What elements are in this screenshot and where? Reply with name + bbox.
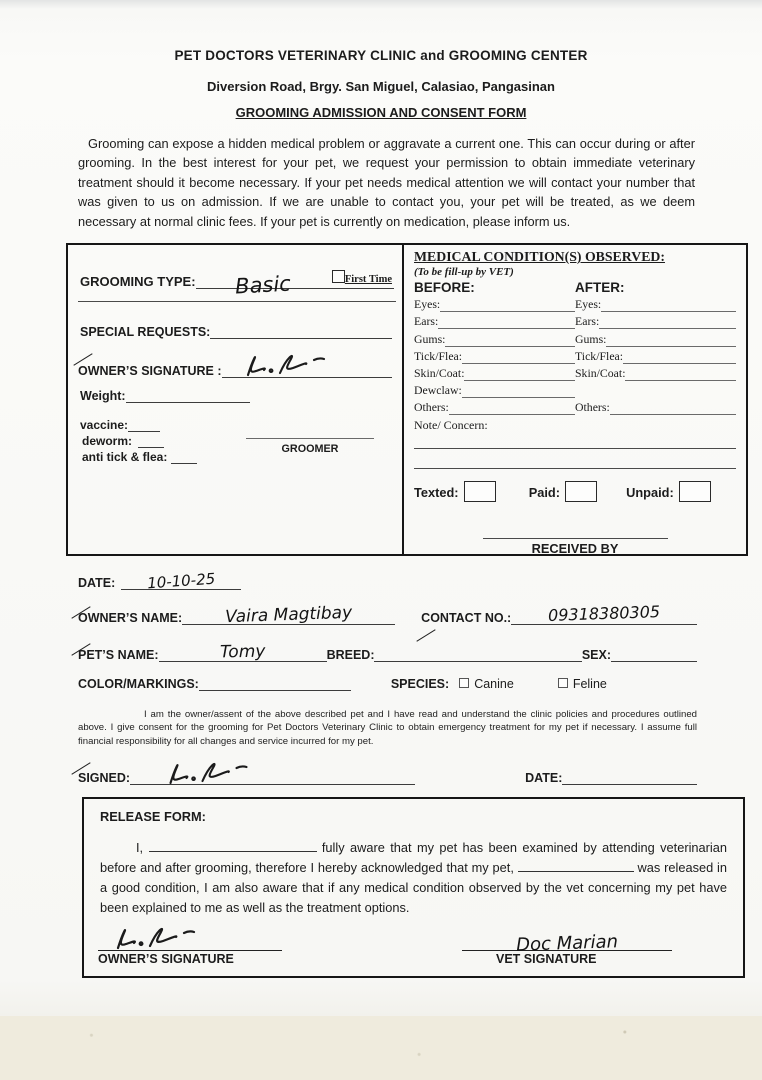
owners-name-value: Vaira Magtibay bbox=[224, 602, 353, 628]
weight-line[interactable] bbox=[126, 387, 250, 403]
medical-row bbox=[414, 312, 736, 329]
grooming-admission-box bbox=[66, 243, 748, 556]
release-text: I, bbox=[136, 840, 144, 855]
feline-checkbox[interactable] bbox=[558, 678, 568, 688]
grooming-details-column bbox=[68, 245, 404, 554]
field-line[interactable] bbox=[610, 400, 736, 415]
note-line[interactable] bbox=[414, 448, 736, 449]
release-text: fully aware that my pet has been examined by attending veterinarian before and after grooming, therefore I hereby acknowledged that my pet, bbox=[100, 840, 727, 875]
groomer-label: GROOMER bbox=[281, 443, 339, 455]
first-time-label: First Time bbox=[344, 274, 392, 285]
field-line[interactable] bbox=[606, 332, 736, 347]
field-line[interactable] bbox=[438, 314, 575, 329]
breed-label: BREED: bbox=[326, 648, 375, 662]
paid-checkbox[interactable] bbox=[565, 481, 597, 502]
medical-conditions-column bbox=[404, 245, 746, 557]
weight-label: Weight: bbox=[80, 389, 126, 403]
field-label: Ears: bbox=[575, 314, 600, 329]
intro-paragraph: Grooming can expose a hidden medical problem or aggravate a current one. This can occur during or after grooming. In the best interest for your pet, we request your permission to obtain immediate veterinary treatment should it become necessary. If your pet needs medical attention we will contact your number that was given to us on admission. If we are unable to contact you, your pet will be treated, as we deem necessary at normal clinic fees. If your pet is currently on medication, please inform us. bbox=[78, 136, 695, 229]
owner-signature-label: OWNER’S SIGNATURE bbox=[98, 952, 234, 966]
received-by-line[interactable] bbox=[483, 538, 668, 539]
pets-name-line[interactable] bbox=[159, 639, 327, 662]
clinic-address: Diversion Road, Brgy. San Miguel, Calasiao, Pangasinan bbox=[207, 79, 555, 94]
feline-label: Feline bbox=[572, 677, 607, 691]
date-line[interactable] bbox=[121, 569, 241, 593]
species-label: SPECIES: bbox=[390, 677, 450, 691]
form-title: GROOMING ADMISSION AND CONSENT FORM bbox=[235, 105, 527, 120]
medical-subtitle: (To be fill-up by VET) bbox=[414, 266, 514, 278]
pet-row bbox=[78, 639, 697, 662]
owners-signature-line[interactable] bbox=[222, 351, 392, 378]
signed-label: SIGNED: bbox=[78, 771, 131, 785]
field-label: Gums: bbox=[414, 331, 446, 346]
blank-line[interactable] bbox=[518, 859, 634, 872]
clinic-name: PET DOCTORS VETERINARY CLINIC and GROOMING CENTER bbox=[174, 48, 588, 63]
vaccine-line[interactable] bbox=[128, 416, 160, 432]
field-line[interactable] bbox=[449, 400, 575, 415]
anti-tick-flea-line[interactable] bbox=[171, 448, 197, 464]
owner-signature-scribble bbox=[240, 350, 340, 380]
date-row bbox=[78, 569, 338, 593]
field-label: Dewclaw: bbox=[414, 383, 462, 398]
vet-signature-label: VET SIGNATURE bbox=[496, 952, 597, 966]
date-value: 10-10-25 bbox=[146, 569, 216, 593]
pets-name-label: PET’S NAME: bbox=[78, 648, 159, 662]
consent-paragraph: I am the owner/assent of the above described pet and I have read and understand the clinic policies and procedures outlined above. I give consent for the grooming for Pet Doctors Veterinary Clinic to obtain emergency treatment for my pet if necessary. I assume full financial responsibility for all changes and service incurred for my pet. bbox=[78, 709, 697, 747]
owner-signature-scribble bbox=[160, 758, 265, 788]
received-by-label: RECEIVED BY bbox=[531, 541, 619, 557]
signed-row bbox=[78, 758, 697, 785]
medical-row bbox=[414, 329, 736, 346]
field-line[interactable] bbox=[462, 383, 575, 398]
field-label: Gums: bbox=[575, 331, 607, 346]
field-line[interactable] bbox=[464, 366, 575, 381]
release-form-box bbox=[82, 797, 745, 978]
field-label: Skin/Coat: bbox=[575, 365, 626, 380]
vet-signature-block bbox=[462, 929, 672, 966]
medical-row bbox=[414, 347, 736, 364]
field-label: Eyes: bbox=[414, 297, 441, 312]
medical-title: MEDICAL CONDITION(S) OBSERVED: bbox=[414, 249, 665, 264]
owners-name-line[interactable] bbox=[182, 602, 395, 628]
breed-line[interactable] bbox=[374, 646, 581, 662]
scanner-bed bbox=[0, 1016, 762, 1080]
texted-checkbox[interactable] bbox=[464, 481, 496, 502]
medical-row bbox=[414, 398, 736, 415]
medical-row bbox=[414, 381, 736, 398]
field-line[interactable] bbox=[625, 366, 736, 381]
field-line[interactable] bbox=[440, 297, 575, 312]
release-paragraph bbox=[100, 838, 727, 918]
owner-signature-scribble bbox=[110, 922, 210, 954]
color-markings-line[interactable] bbox=[199, 675, 351, 691]
field-label: Eyes: bbox=[575, 297, 602, 312]
special-requests-label: SPECIAL REQUESTS: bbox=[80, 325, 211, 339]
texted-label: Texted: bbox=[414, 485, 459, 501]
grooming-type-value: Basic bbox=[234, 271, 292, 299]
field-line[interactable] bbox=[623, 349, 736, 364]
unpaid-checkbox[interactable] bbox=[679, 481, 711, 502]
vet-signature-value: Doc Marian bbox=[515, 931, 619, 956]
paid-label: Paid: bbox=[528, 485, 560, 501]
after-label: AFTER: bbox=[575, 280, 625, 295]
field-line[interactable] bbox=[601, 297, 736, 312]
contact-no-line[interactable] bbox=[511, 602, 697, 625]
field-label: Skin/Coat: bbox=[414, 365, 465, 380]
anti-tick-flea-label: anti tick & flea: bbox=[82, 450, 168, 464]
field-label: Others: bbox=[414, 400, 449, 415]
field-label: Tick/Flea: bbox=[414, 348, 463, 363]
color-species-row bbox=[78, 675, 697, 691]
field-label: Others: bbox=[575, 400, 610, 415]
contact-no-value: 09318380305 bbox=[547, 602, 661, 625]
field-label: Tick/Flea: bbox=[575, 348, 624, 363]
groomer-line[interactable] bbox=[246, 438, 374, 439]
date2-line[interactable] bbox=[562, 769, 697, 785]
owners-signature-label: OWNER’S SIGNATURE : bbox=[78, 364, 222, 378]
color-markings-label: COLOR/MARKINGS: bbox=[78, 677, 199, 691]
owner-contact-row bbox=[78, 602, 697, 628]
grooming-type-line[interactable] bbox=[196, 270, 330, 299]
deworm-label: deworm: bbox=[82, 434, 133, 448]
grooming-type-line-2[interactable] bbox=[78, 301, 396, 302]
unpaid-label: Unpaid: bbox=[626, 485, 674, 501]
note-line[interactable] bbox=[414, 468, 736, 469]
sex-label: SEX: bbox=[581, 648, 611, 662]
contact-no-label: CONTACT NO.: bbox=[421, 611, 512, 625]
payment-status-row bbox=[414, 481, 736, 502]
first-time-checkbox[interactable] bbox=[332, 270, 345, 283]
field-line[interactable] bbox=[445, 332, 575, 347]
field-line[interactable] bbox=[462, 349, 575, 364]
canine-label: Canine bbox=[474, 677, 514, 691]
deworm-line[interactable] bbox=[138, 432, 164, 448]
blank-line[interactable] bbox=[149, 839, 317, 852]
sex-line[interactable] bbox=[611, 646, 697, 662]
medical-row bbox=[414, 295, 736, 312]
owner-signature-block bbox=[98, 922, 282, 966]
canine-checkbox[interactable] bbox=[459, 678, 469, 688]
owners-name-label: OWNER’S NAME: bbox=[78, 611, 183, 625]
field-label: Ears: bbox=[414, 314, 439, 329]
signed-line[interactable] bbox=[130, 758, 415, 785]
note-concern-label: Note/ Concern: bbox=[414, 418, 488, 433]
field-line[interactable] bbox=[599, 314, 736, 329]
release-form-title: RELEASE FORM: bbox=[100, 809, 206, 824]
date2-label: DATE: bbox=[525, 771, 563, 785]
pets-name-value: Tomy bbox=[219, 641, 266, 663]
release-text: was released in a good condition, I am also aware that if any medical condition observed by the vet concerning my pet have been explained to me as well as the treatment options. bbox=[100, 860, 727, 915]
before-label: BEFORE: bbox=[414, 280, 475, 295]
vaccine-label: vaccine: bbox=[80, 418, 129, 432]
date-label: DATE: bbox=[78, 576, 116, 590]
medical-row bbox=[414, 364, 736, 381]
special-requests-line[interactable] bbox=[210, 323, 392, 339]
grooming-type-label: GROOMING TYPE: bbox=[80, 274, 196, 289]
